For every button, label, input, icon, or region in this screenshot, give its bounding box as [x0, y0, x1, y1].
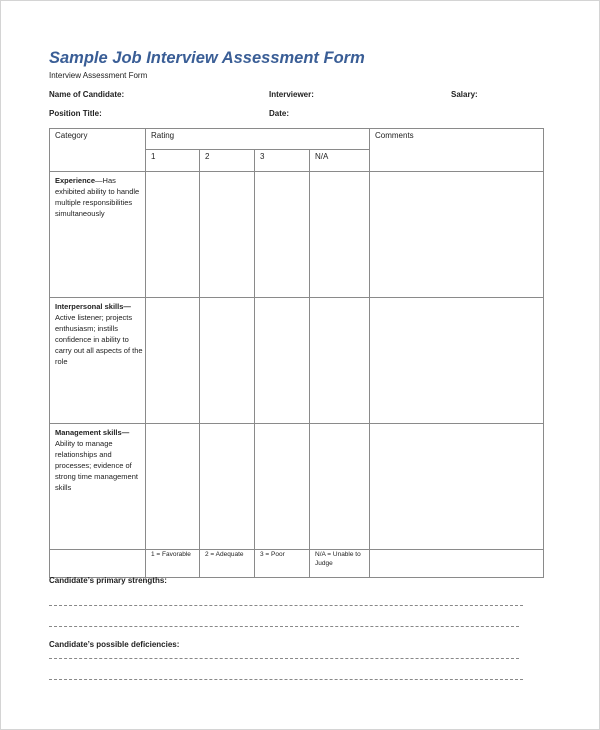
rating-cell[interactable]: [255, 172, 310, 298]
legend-poor: 3 = Poor: [255, 550, 310, 578]
deficiencies-label: Candidate’s possible deficiencies:: [49, 640, 180, 649]
rating-col-1: 1: [146, 150, 200, 172]
table-row: [50, 172, 544, 298]
rating-cell[interactable]: [146, 424, 200, 550]
category-description: Ability to manage relationships and processes; evidence of strong time management skills: [55, 439, 138, 492]
rating-col-2: 2: [200, 150, 255, 172]
strengths-line-2[interactable]: [49, 626, 519, 627]
category-cell-experience: Experience—Has exhibited ability to handle multiple responsibilities simultaneously: [50, 172, 146, 298]
rating-cell[interactable]: [310, 172, 370, 298]
table-row: [50, 298, 544, 424]
legend-adequate: 2 = Adequate: [200, 550, 255, 578]
comments-header: Comments: [370, 129, 544, 172]
rating-cell[interactable]: [310, 424, 370, 550]
comments-cell[interactable]: [370, 424, 544, 550]
assessment-table: [49, 128, 544, 578]
strengths-label: Candidate’s primary strengths:: [49, 576, 167, 585]
category-name: Management skills: [55, 428, 122, 437]
strengths-line-1[interactable]: [49, 605, 523, 606]
deficiencies-line-1[interactable]: [49, 658, 519, 659]
category-name: Interpersonal skills: [55, 302, 124, 311]
rating-col-3: 3: [255, 150, 310, 172]
rating-cell[interactable]: [146, 298, 200, 424]
salary-label[interactable]: Salary:: [451, 90, 478, 99]
category-cell-management: Management skills— Ability to manage relationships and processes; evidence of strong time management skills: [50, 424, 146, 550]
rating-cell[interactable]: [255, 298, 310, 424]
rating-cell[interactable]: [255, 424, 310, 550]
legend-blank-cell: [50, 550, 146, 578]
category-description: Active listener; projects enthusiasm; instills confidence in ability to carry out all aspects of the role: [55, 313, 143, 366]
category-description: Has exhibited ability to handle multiple responsibilities simultaneously: [55, 176, 140, 218]
rating-cell[interactable]: [310, 298, 370, 424]
category-name: Experience: [55, 176, 96, 185]
rating-cell[interactable]: [146, 172, 200, 298]
rating-header: Rating: [146, 129, 370, 150]
legend-comments-blank: [370, 550, 544, 578]
category-header: Category: [50, 129, 146, 172]
date-label[interactable]: Date:: [269, 109, 290, 118]
deficiencies-line-2[interactable]: [49, 679, 523, 680]
interviewer-label[interactable]: Interviewer:: [269, 90, 314, 99]
rating-cell[interactable]: [200, 172, 255, 298]
rating-col-na: N/A: [310, 150, 370, 172]
position-title-label[interactable]: Position Title:: [49, 109, 102, 118]
name-of-candidate-label[interactable]: Name of Candidate:: [49, 90, 125, 99]
form-title: Sample Job Interview Assessment Form: [49, 49, 365, 67]
table-row: [50, 424, 544, 550]
rating-cell[interactable]: [200, 298, 255, 424]
comments-cell[interactable]: [370, 172, 544, 298]
rating-cell[interactable]: [200, 424, 255, 550]
legend-favorable: 1 = Favorable: [146, 550, 200, 578]
form-subtitle: Interview Assessment Form: [49, 71, 148, 80]
legend-row: [50, 550, 544, 578]
legend-unable-to-judge: N/A = Unable to Judge: [310, 550, 370, 578]
category-cell-interpersonal: Interpersonal skills— Active listener; projects enthusiasm; instills confidence in ability to carry out all aspects of the role: [50, 298, 146, 424]
comments-cell[interactable]: [370, 298, 544, 424]
